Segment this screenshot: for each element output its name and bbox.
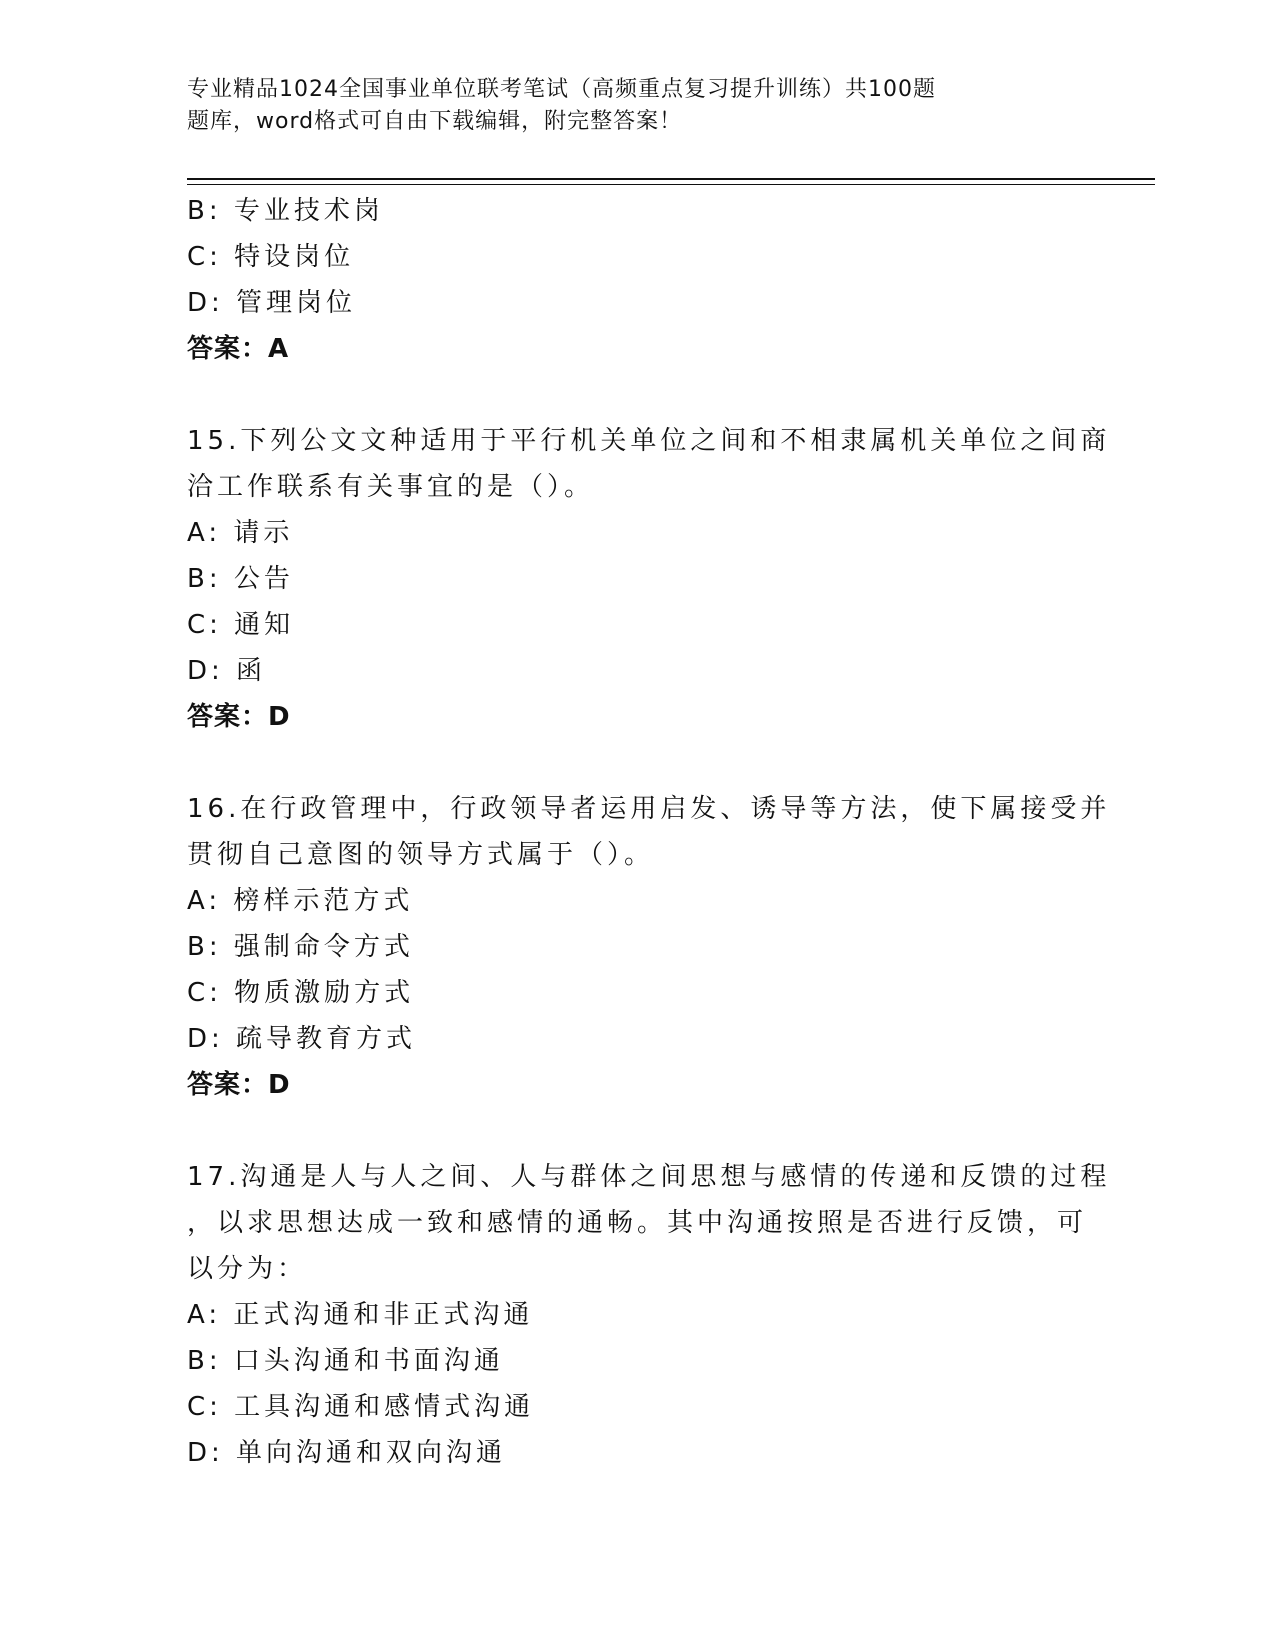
option-d: D: 管理岗位 xyxy=(187,288,357,318)
question-stem-line: 17.沟通是人与人之间、人与群体之间思想与感情的传递和反馈的过程 xyxy=(187,1162,1111,1192)
question-stem-line: 贯彻自己意图的领导方式属于（）。 xyxy=(187,840,655,870)
option-d: D: 疏导教育方式 xyxy=(187,1024,417,1054)
question-stem-line: ，以求思想达成一致和感情的通畅。其中沟通按照是否进行反馈，可 xyxy=(187,1208,1088,1238)
header-line-1: 专业精品1024全国事业单位联考笔试（高频重点复习提升训练）共100题 xyxy=(187,77,936,102)
answer-line: 答案：D xyxy=(187,702,291,732)
header-divider-thick xyxy=(187,178,1155,180)
header-divider-thin xyxy=(187,184,1155,185)
question-stem-line: 洽工作联系有关事宜的是（）。 xyxy=(187,472,595,502)
option-b: B: 公告 xyxy=(187,564,294,594)
option-b: B: 口头沟通和书面沟通 xyxy=(187,1346,504,1376)
option-b: B: 专业技术岗 xyxy=(187,196,384,226)
option-a: A: 请示 xyxy=(187,518,294,548)
question-17 xyxy=(187,1154,1111,1476)
question-stem-line: 15.下列公文文种适用于平行机关单位之间和不相隶属机关单位之间商 xyxy=(187,426,1111,456)
option-c: C: 工具沟通和感情式沟通 xyxy=(187,1392,535,1422)
answer-line: 答案：A xyxy=(187,334,290,364)
option-c: C: 物质激励方式 xyxy=(187,978,415,1008)
partial-question xyxy=(187,188,1087,372)
option-c: C: 通知 xyxy=(187,610,295,640)
spacer xyxy=(187,372,1087,418)
answer-line: 答案：D xyxy=(187,1070,291,1100)
question-stem-line: 以分为： xyxy=(187,1254,308,1284)
option-a: A: 榜样示范方式 xyxy=(187,886,414,916)
header-line-2: 题库，word格式可自由下载编辑，附完整答案！ xyxy=(187,109,683,134)
option-a: A: 正式沟通和非正式沟通 xyxy=(187,1300,534,1330)
spacer xyxy=(187,740,1087,786)
document-body xyxy=(187,188,1111,1476)
question-16 xyxy=(187,786,1111,1108)
question-15 xyxy=(187,418,1111,740)
option-d: D: 函 xyxy=(187,656,267,686)
question-stem-line: 16.在行政管理中，行政领导者运用启发、诱导等方法，使下属接受并 xyxy=(187,794,1111,824)
document-header xyxy=(187,74,1017,138)
option-b: B: 强制命令方式 xyxy=(187,932,414,962)
option-d: D: 单向沟通和双向沟通 xyxy=(187,1438,507,1468)
option-c: C: 特设岗位 xyxy=(187,242,355,272)
spacer xyxy=(187,1108,1087,1154)
